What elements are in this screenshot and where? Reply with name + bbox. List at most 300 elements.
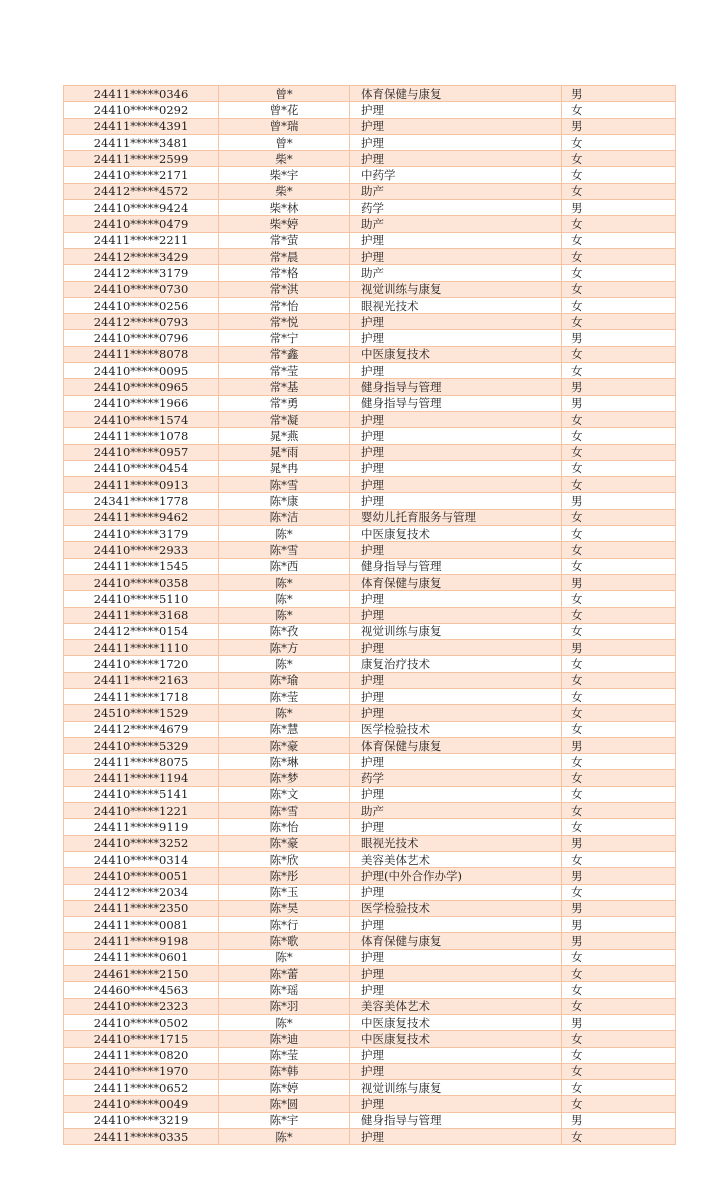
gender-cell: 女: [562, 803, 676, 819]
student-name-cell: 陈*宇: [219, 1112, 350, 1128]
gender-cell: 女: [562, 460, 676, 476]
student-id-cell: 24412*****2034: [64, 884, 219, 900]
student-name-cell: 常*勇: [219, 395, 350, 411]
student-name-cell: 陈*迪: [219, 1031, 350, 1047]
table-row: [64, 851, 676, 867]
major-cell: 视觉训练与康复: [350, 623, 562, 639]
major-cell: 护理: [350, 1063, 562, 1079]
major-cell: 护理: [350, 982, 562, 998]
table-row: [64, 884, 676, 900]
table-row: [64, 737, 676, 753]
student-id-cell: 24510*****1529: [64, 705, 219, 721]
student-id-cell: 24412*****3179: [64, 265, 219, 281]
student-id-cell: 24411*****9462: [64, 509, 219, 525]
major-cell: 护理: [350, 330, 562, 346]
table-row: [64, 346, 676, 362]
gender-cell: 女: [562, 542, 676, 558]
major-cell: 助产: [350, 183, 562, 199]
student-name-cell: 陈*: [219, 591, 350, 607]
student-name-cell: 陈*: [219, 607, 350, 623]
table-row: [64, 200, 676, 216]
gender-cell: 女: [562, 558, 676, 574]
table-row: [64, 705, 676, 721]
student-name-cell: 常*晨: [219, 248, 350, 264]
student-id-cell: 24411*****9198: [64, 933, 219, 949]
student-name-cell: 陈*: [219, 949, 350, 965]
student-id-cell: 24410*****1720: [64, 656, 219, 672]
gender-cell: 女: [562, 428, 676, 444]
student-id-cell: 24412*****0154: [64, 623, 219, 639]
table-row: [64, 493, 676, 509]
student-name-cell: 陈*: [219, 1129, 350, 1145]
student-id-cell: 24411*****1545: [64, 558, 219, 574]
student-id-cell: 24410*****1966: [64, 395, 219, 411]
table-row: [64, 86, 676, 102]
student-name-cell: 陈*琳: [219, 754, 350, 770]
table-row: [64, 363, 676, 379]
gender-cell: 女: [562, 102, 676, 118]
major-cell: 护理: [350, 949, 562, 965]
gender-cell: 女: [562, 526, 676, 542]
table-row: [64, 672, 676, 688]
major-cell: 护理: [350, 493, 562, 509]
major-cell: 中医康复技术: [350, 1031, 562, 1047]
gender-cell: 女: [562, 477, 676, 493]
major-cell: 体育保健与康复: [350, 86, 562, 102]
student-name-cell: 陈*: [219, 574, 350, 590]
gender-cell: 女: [562, 444, 676, 460]
table-row: [64, 1080, 676, 1096]
table-row: [64, 966, 676, 982]
student-name-cell: 陈*莹: [219, 1047, 350, 1063]
student-name-cell: 常*萤: [219, 232, 350, 248]
table-row: [64, 1112, 676, 1128]
gender-cell: 女: [562, 509, 676, 525]
student-name-cell: 陈*豪: [219, 737, 350, 753]
major-cell: 护理: [350, 248, 562, 264]
major-cell: 护理: [350, 1096, 562, 1112]
table-row: [64, 428, 676, 444]
student-id-cell: 24411*****2599: [64, 151, 219, 167]
student-name-cell: 陈*玉: [219, 884, 350, 900]
major-cell: 护理: [350, 542, 562, 558]
major-cell: 美容美体艺术: [350, 851, 562, 867]
gender-cell: 女: [562, 216, 676, 232]
table-row: [64, 786, 676, 802]
major-cell: 体育保健与康复: [350, 737, 562, 753]
gender-cell: 女: [562, 1031, 676, 1047]
table-row: [64, 411, 676, 427]
gender-cell: 女: [562, 623, 676, 639]
major-cell: 护理: [350, 428, 562, 444]
student-id-cell: 24411*****2163: [64, 672, 219, 688]
student-name-cell: 陈*: [219, 656, 350, 672]
table-row: [64, 297, 676, 313]
student-id-cell: 24411*****0346: [64, 86, 219, 102]
gender-cell: 女: [562, 721, 676, 737]
student-id-cell: 24411*****4391: [64, 118, 219, 134]
student-name-cell: 柴*: [219, 183, 350, 199]
table-row: [64, 314, 676, 330]
student-name-cell: 常*怡: [219, 297, 350, 313]
major-cell: 眼视光技术: [350, 835, 562, 851]
student-id-cell: 24410*****5110: [64, 591, 219, 607]
gender-cell: 女: [562, 998, 676, 1014]
student-name-cell: 陈*怡: [219, 819, 350, 835]
major-cell: 护理: [350, 118, 562, 134]
major-cell: 护理: [350, 917, 562, 933]
student-name-cell: 常*淇: [219, 281, 350, 297]
student-id-cell: 24410*****5141: [64, 786, 219, 802]
major-cell: 中药学: [350, 167, 562, 183]
gender-cell: 女: [562, 949, 676, 965]
student-name-cell: 陈*婷: [219, 1080, 350, 1096]
student-name-cell: 曾*花: [219, 102, 350, 118]
student-name-cell: 陈*羽: [219, 998, 350, 1014]
gender-cell: 男: [562, 868, 676, 884]
major-cell: 中医康复技术: [350, 1014, 562, 1030]
gender-cell: 女: [562, 607, 676, 623]
student-id-cell: 24411*****0652: [64, 1080, 219, 1096]
major-cell: 健身指导与管理: [350, 558, 562, 574]
student-name-cell: 常*凝: [219, 411, 350, 427]
student-name-cell: 陈*康: [219, 493, 350, 509]
gender-cell: 男: [562, 917, 676, 933]
table-row: [64, 640, 676, 656]
student-id-cell: 24410*****1970: [64, 1063, 219, 1079]
major-cell: 护理(中外合作办学): [350, 868, 562, 884]
major-cell: 护理: [350, 1129, 562, 1145]
major-cell: 助产: [350, 803, 562, 819]
student-id-cell: 24411*****1078: [64, 428, 219, 444]
table-row: [64, 949, 676, 965]
table-row: [64, 509, 676, 525]
student-name-cell: 陈*彤: [219, 868, 350, 884]
gender-cell: 女: [562, 884, 676, 900]
major-cell: 护理: [350, 1047, 562, 1063]
student-id-cell: 24410*****0730: [64, 281, 219, 297]
gender-cell: 男: [562, 900, 676, 916]
table-row: [64, 591, 676, 607]
gender-cell: 女: [562, 1047, 676, 1063]
gender-cell: 女: [562, 281, 676, 297]
student-name-cell: 陈*欣: [219, 851, 350, 867]
table-row: [64, 118, 676, 134]
major-cell: 健身指导与管理: [350, 395, 562, 411]
student-name-cell: 陈*文: [219, 786, 350, 802]
gender-cell: 女: [562, 966, 676, 982]
student-name-cell: 陈*梦: [219, 770, 350, 786]
table-row: [64, 102, 676, 118]
student-name-cell: 曾*: [219, 134, 350, 150]
student-name-cell: 陈*雪: [219, 477, 350, 493]
student-id-cell: 24410*****0051: [64, 868, 219, 884]
student-name-cell: 柴*林: [219, 200, 350, 216]
major-cell: 护理: [350, 786, 562, 802]
major-cell: 护理: [350, 819, 562, 835]
gender-cell: 女: [562, 851, 676, 867]
major-cell: 中医康复技术: [350, 526, 562, 542]
student-list-body: [64, 86, 676, 1145]
student-id-cell: 24412*****0793: [64, 314, 219, 330]
gender-cell: 女: [562, 819, 676, 835]
student-name-cell: 陈*豪: [219, 835, 350, 851]
table-row: [64, 770, 676, 786]
major-cell: 护理: [350, 607, 562, 623]
student-name-cell: 柴*宇: [219, 167, 350, 183]
table-row: [64, 444, 676, 460]
table-row: [64, 900, 676, 916]
student-id-cell: 24411*****0081: [64, 917, 219, 933]
major-cell: 药学: [350, 770, 562, 786]
major-cell: 眼视光技术: [350, 297, 562, 313]
student-id-cell: 24410*****2933: [64, 542, 219, 558]
student-id-cell: 24411*****0335: [64, 1129, 219, 1145]
major-cell: 护理: [350, 460, 562, 476]
table-row: [64, 623, 676, 639]
gender-cell: 女: [562, 770, 676, 786]
gender-cell: 女: [562, 982, 676, 998]
table-row: [64, 1063, 676, 1079]
student-name-cell: 陈*瑜: [219, 672, 350, 688]
major-cell: 护理: [350, 754, 562, 770]
gender-cell: 女: [562, 297, 676, 313]
table-row: [64, 183, 676, 199]
student-name-cell: 陈*韩: [219, 1063, 350, 1079]
major-cell: 助产: [350, 216, 562, 232]
gender-cell: 男: [562, 737, 676, 753]
major-cell: 美容美体艺术: [350, 998, 562, 1014]
major-cell: 护理: [350, 134, 562, 150]
student-name-cell: 陈*西: [219, 558, 350, 574]
table-row: [64, 835, 676, 851]
student-id-cell: 24410*****0957: [64, 444, 219, 460]
student-name-cell: 陈*雪: [219, 803, 350, 819]
student-id-cell: 24410*****0502: [64, 1014, 219, 1030]
gender-cell: 女: [562, 1129, 676, 1145]
student-id-cell: 24411*****0913: [64, 477, 219, 493]
student-name-cell: 陈*洁: [219, 509, 350, 525]
major-cell: 护理: [350, 314, 562, 330]
gender-cell: 女: [562, 167, 676, 183]
major-cell: 护理: [350, 444, 562, 460]
gender-cell: 女: [562, 1063, 676, 1079]
table-row: [64, 248, 676, 264]
gender-cell: 女: [562, 754, 676, 770]
student-id-cell: 24410*****0454: [64, 460, 219, 476]
table-row: [64, 1031, 676, 1047]
gender-cell: 男: [562, 395, 676, 411]
student-name-cell: 曾*瑞: [219, 118, 350, 134]
student-name-cell: 常*宁: [219, 330, 350, 346]
major-cell: 护理: [350, 151, 562, 167]
student-id-cell: 24411*****3168: [64, 607, 219, 623]
gender-cell: 女: [562, 688, 676, 704]
table-row: [64, 330, 676, 346]
student-name-cell: 陈*孜: [219, 623, 350, 639]
major-cell: 健身指导与管理: [350, 1112, 562, 1128]
gender-cell: 男: [562, 86, 676, 102]
student-id-cell: 24410*****0796: [64, 330, 219, 346]
major-cell: 护理: [350, 688, 562, 704]
table-row: [64, 167, 676, 183]
major-cell: 康复治疗技术: [350, 656, 562, 672]
table-row: [64, 216, 676, 232]
major-cell: 护理: [350, 477, 562, 493]
table-row: [64, 151, 676, 167]
gender-cell: 女: [562, 363, 676, 379]
gender-cell: 女: [562, 134, 676, 150]
table-row: [64, 460, 676, 476]
table-row: [64, 933, 676, 949]
student-name-cell: 陈*: [219, 1014, 350, 1030]
student-name-cell: 陈*圆: [219, 1096, 350, 1112]
table-row: [64, 1129, 676, 1145]
table-row: [64, 998, 676, 1014]
student-id-cell: 24410*****0049: [64, 1096, 219, 1112]
gender-cell: 女: [562, 591, 676, 607]
student-id-cell: 24410*****3219: [64, 1112, 219, 1128]
gender-cell: 女: [562, 183, 676, 199]
gender-cell: 女: [562, 411, 676, 427]
major-cell: 健身指导与管理: [350, 379, 562, 395]
gender-cell: 男: [562, 640, 676, 656]
gender-cell: 女: [562, 656, 676, 672]
major-cell: 医学检验技术: [350, 900, 562, 916]
gender-cell: 男: [562, 835, 676, 851]
student-name-cell: 陈*昊: [219, 900, 350, 916]
major-cell: 护理: [350, 884, 562, 900]
student-id-cell: 24410*****3252: [64, 835, 219, 851]
gender-cell: 女: [562, 1096, 676, 1112]
major-cell: 助产: [350, 265, 562, 281]
student-id-cell: 24411*****1194: [64, 770, 219, 786]
gender-cell: 女: [562, 151, 676, 167]
table-row: [64, 917, 676, 933]
student-id-cell: 24410*****2323: [64, 998, 219, 1014]
major-cell: 视觉训练与康复: [350, 281, 562, 297]
major-cell: 护理: [350, 363, 562, 379]
student-name-cell: 陈*蕾: [219, 966, 350, 982]
student-name-cell: 柴*婷: [219, 216, 350, 232]
student-id-cell: 24411*****2350: [64, 900, 219, 916]
gender-cell: 女: [562, 672, 676, 688]
student-id-cell: 24411*****1718: [64, 688, 219, 704]
major-cell: 护理: [350, 640, 562, 656]
table-row: [64, 395, 676, 411]
major-cell: 中医康复技术: [350, 346, 562, 362]
table-row: [64, 721, 676, 737]
student-name-cell: 陈*: [219, 705, 350, 721]
student-name-cell: 常*基: [219, 379, 350, 395]
gender-cell: 男: [562, 1014, 676, 1030]
student-name-cell: 陈*行: [219, 917, 350, 933]
table-row: [64, 982, 676, 998]
gender-cell: 女: [562, 786, 676, 802]
major-cell: 体育保健与康复: [350, 574, 562, 590]
table-row: [64, 1014, 676, 1030]
student-id-cell: 24411*****8075: [64, 754, 219, 770]
student-name-cell: 陈*莹: [219, 688, 350, 704]
table-row: [64, 868, 676, 884]
student-id-cell: 24411*****0601: [64, 949, 219, 965]
student-name-cell: 晁*燕: [219, 428, 350, 444]
student-name-cell: 常*鑫: [219, 346, 350, 362]
student-name-cell: 常*格: [219, 265, 350, 281]
student-id-cell: 24411*****2211: [64, 232, 219, 248]
student-name-cell: 陈*雪: [219, 542, 350, 558]
table-row: [64, 134, 676, 150]
student-id-cell: 24410*****9424: [64, 200, 219, 216]
student-id-cell: 24410*****0256: [64, 297, 219, 313]
student-id-cell: 24410*****1574: [64, 411, 219, 427]
student-id-cell: 24410*****1715: [64, 1031, 219, 1047]
student-name-cell: 常*莹: [219, 363, 350, 379]
student-id-cell: 24411*****0820: [64, 1047, 219, 1063]
student-name-cell: 常*悦: [219, 314, 350, 330]
table-row: [64, 607, 676, 623]
student-name-cell: 陈*: [219, 526, 350, 542]
table-row: [64, 656, 676, 672]
student-id-cell: 24410*****0314: [64, 851, 219, 867]
major-cell: 护理: [350, 232, 562, 248]
student-id-cell: 24341*****1778: [64, 493, 219, 509]
table-row: [64, 542, 676, 558]
student-id-cell: 24412*****3429: [64, 248, 219, 264]
student-id-cell: 24410*****0095: [64, 363, 219, 379]
table-row: [64, 1047, 676, 1063]
student-name-cell: 柴*: [219, 151, 350, 167]
major-cell: 视觉训练与康复: [350, 1080, 562, 1096]
student-id-cell: 24410*****1221: [64, 803, 219, 819]
student-id-cell: 24411*****9119: [64, 819, 219, 835]
major-cell: 护理: [350, 705, 562, 721]
student-name-cell: 陈*慧: [219, 721, 350, 737]
table-row: [64, 688, 676, 704]
table-row: [64, 379, 676, 395]
gender-cell: 女: [562, 232, 676, 248]
student-name-cell: 晁*雨: [219, 444, 350, 460]
major-cell: 医学检验技术: [350, 721, 562, 737]
student-id-cell: 24410*****3179: [64, 526, 219, 542]
gender-cell: 女: [562, 346, 676, 362]
student-name-cell: 晁*冉: [219, 460, 350, 476]
table-row: [64, 754, 676, 770]
major-cell: 护理: [350, 411, 562, 427]
student-id-cell: 24410*****0479: [64, 216, 219, 232]
gender-cell: 女: [562, 248, 676, 264]
table-row: [64, 526, 676, 542]
student-name-cell: 曾*: [219, 86, 350, 102]
student-id-cell: 24411*****8078: [64, 346, 219, 362]
table-row: [64, 281, 676, 297]
major-cell: 体育保健与康复: [350, 933, 562, 949]
student-id-cell: 24412*****4572: [64, 183, 219, 199]
major-cell: 护理: [350, 591, 562, 607]
table-row: [64, 558, 676, 574]
table-row: [64, 574, 676, 590]
major-cell: 护理: [350, 966, 562, 982]
table-row: [64, 477, 676, 493]
student-id-cell: 24411*****3481: [64, 134, 219, 150]
major-cell: 护理: [350, 672, 562, 688]
student-id-cell: 24410*****0292: [64, 102, 219, 118]
gender-cell: 女: [562, 705, 676, 721]
table-row: [64, 265, 676, 281]
student-id-cell: 24412*****4679: [64, 721, 219, 737]
gender-cell: 男: [562, 330, 676, 346]
student-name-cell: 陈*瑶: [219, 982, 350, 998]
